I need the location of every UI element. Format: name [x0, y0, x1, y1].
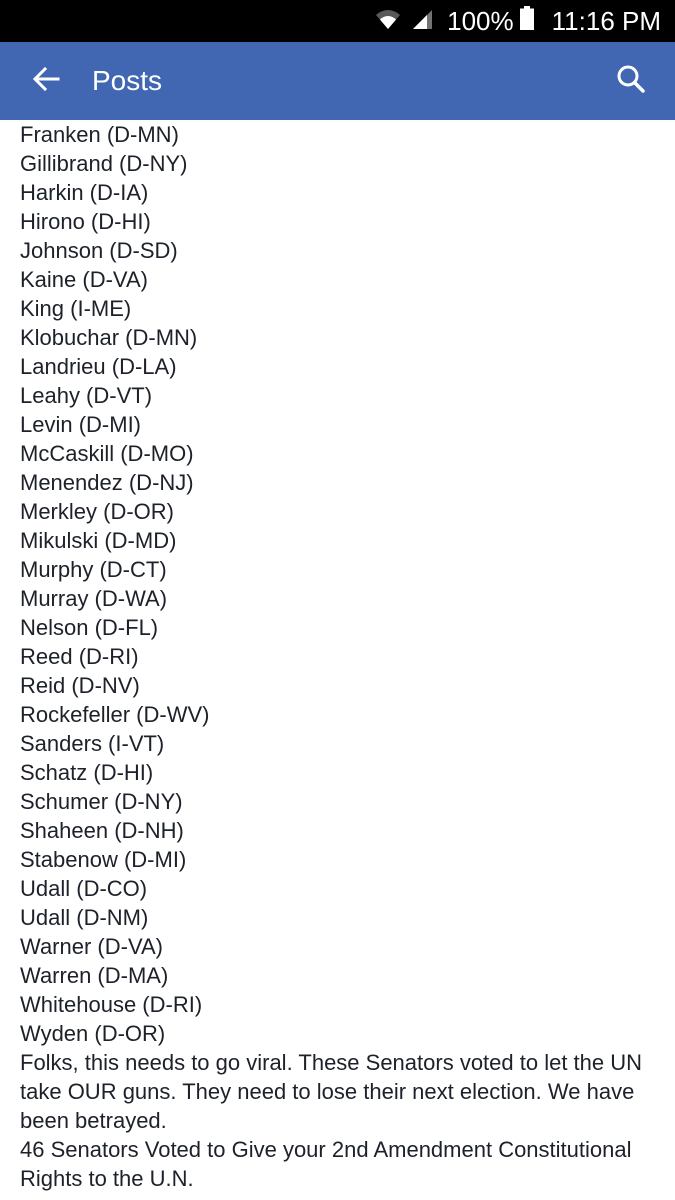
- arrow-left-icon: [31, 64, 61, 99]
- list-item: Udall (D-CO): [20, 876, 148, 901]
- page-title: Posts: [92, 65, 163, 96]
- list-item: Shaheen (D-NH): [20, 818, 184, 843]
- list-item: Levin (D-MI): [20, 412, 142, 437]
- list-item: Reid (D-NV): [20, 673, 140, 698]
- list-item: Franken (D-MN): [20, 122, 179, 147]
- list-item: Murray (D-WA): [20, 586, 168, 611]
- list-item: Hirono (D-HI): [20, 209, 151, 234]
- list-item: Warren (D-MA): [20, 963, 169, 988]
- post-body: [20, 120, 650, 1193]
- list-item: Kaine (D-VA): [20, 267, 148, 292]
- search-icon: [616, 64, 646, 99]
- list-item: Schatz (D-HI): [20, 760, 154, 785]
- list-item: Klobuchar (D-MN): [20, 325, 198, 350]
- list-item: Udall (D-NM): [20, 905, 149, 930]
- list-item: Wyden (D-OR): [20, 1021, 166, 1046]
- list-item: Rockefeller (D-WV): [20, 702, 210, 727]
- status-bar: [0, 0, 675, 42]
- list-item: Reed (D-RI): [20, 644, 139, 669]
- battery-percentage: 100%: [447, 5, 514, 36]
- list-item: Sanders (I-VT): [20, 731, 165, 756]
- list-item: Leahy (D-VT): [20, 383, 153, 408]
- wifi-icon: [375, 6, 401, 37]
- back-button[interactable]: [16, 51, 76, 111]
- search-button[interactable]: [601, 51, 661, 111]
- list-item: Menendez (D-NJ): [20, 470, 194, 495]
- list-item: Gillibrand (D-NY): [20, 151, 188, 176]
- list-item: Mikulski (D-MD): [20, 528, 177, 553]
- signal-icon: [411, 6, 433, 37]
- list-item: Landrieu (D-LA): [20, 354, 177, 379]
- battery-icon: [520, 6, 534, 37]
- list-item: McCaskill (D-MO): [20, 441, 194, 466]
- list-item: Murphy (D-CT): [20, 557, 167, 582]
- post-message: Folks, this needs to go viral. These Senators voted to let the UN take OUR guns. They need to lose their next election. We have been betrayed.: [20, 1050, 643, 1133]
- list-item: Warner (D-VA): [20, 934, 163, 959]
- list-item: Schumer (D-NY): [20, 789, 183, 814]
- status-time: 11:16 PM: [551, 5, 661, 36]
- list-item: King (I-ME): [20, 296, 132, 321]
- list-item: Merkley (D-OR): [20, 499, 174, 524]
- post-footer: 46 Senators Voted to Give your 2nd Amendment Constitutional Rights to the U.N.: [20, 1137, 632, 1191]
- app-bar: [0, 42, 675, 120]
- list-item: Johnson (D-SD): [20, 238, 178, 263]
- list-item: Whitehouse (D-RI): [20, 992, 203, 1017]
- list-item: Harkin (D-IA): [20, 180, 149, 205]
- list-item: Nelson (D-FL): [20, 615, 159, 640]
- list-item: Stabenow (D-MI): [20, 847, 187, 872]
